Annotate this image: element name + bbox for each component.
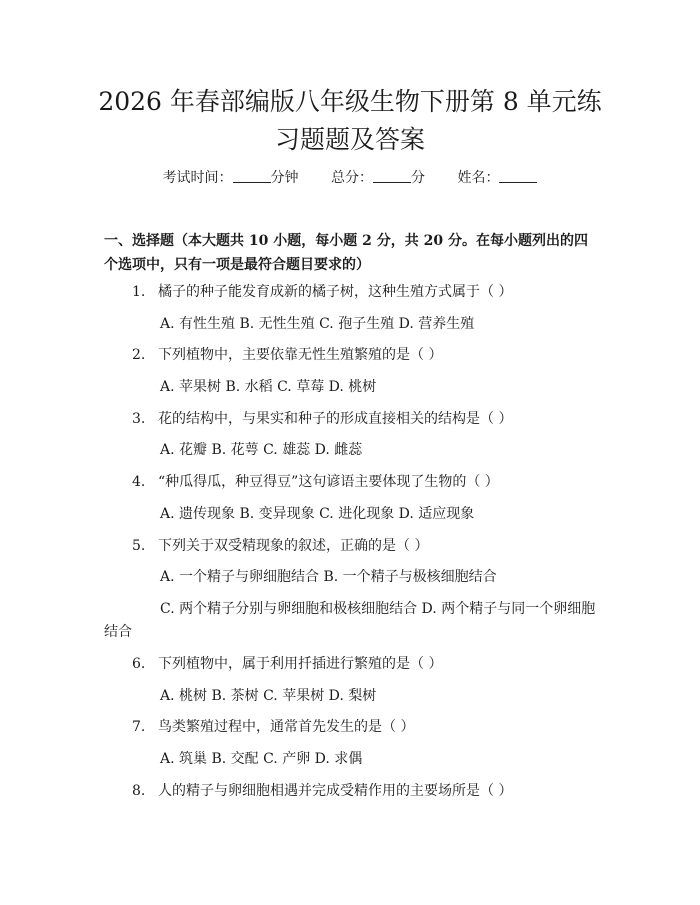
question-2 [132,345,442,365]
question-text: 人的精子与卵细胞相遇并完成受精作用的主要场所是（ ） [158,783,513,799]
question-text: 下列植物中，主要依靠无性生殖繁殖的是（ ） [158,347,443,363]
question-4 [132,472,499,492]
question-text: 橘子的种子能发育成新的橘子树，这种生殖方式属于（ ） [158,284,513,300]
question-3 [132,409,512,429]
question-4-options: A. 遗传现象 B. 变异现象 C. 进化现象 D. 适应现象 [160,506,475,522]
question-8 [132,781,512,801]
score-field [331,170,425,186]
score-unit: 分 [411,170,425,186]
question-number: 5. [132,538,146,554]
page-title-line-2: 习题题及答案 [274,125,425,154]
question-text: 下列植物中，属于利用扦插进行繁殖的是（ ） [158,656,443,672]
question-2-options: A. 苹果树 B. 水稻 C. 草莓 D. 桃树 [160,379,377,395]
question-number: 3. [132,411,146,427]
question-3-options: A. 花瓣 B. 花萼 C. 雄蕊 D. 雌蕊 [160,442,363,458]
question-1-options: A. 有性生殖 B. 无性生殖 C. 孢子生殖 D. 营养生殖 [160,316,475,332]
question-text: 下列关于双受精现象的叙述，正确的是（ ） [158,538,429,554]
time-blank [233,168,271,183]
question-number: 4. [132,474,146,490]
question-7 [132,717,414,737]
question-number: 6. [132,656,146,672]
question-5 [132,536,428,556]
time-field [163,170,299,186]
question-number: 7. [132,719,146,735]
question-number: 8. [132,783,146,799]
question-7-options: A. 筑巢 B. 交配 C. 产卵 D. 求偶 [160,751,363,767]
time-unit: 分钟 [270,170,299,186]
name-field [457,170,537,186]
section-heading: 一、选择题（本大题共 10 小题，每小题 2 分，共 20 分。在每小题列出的四个选项中，只有一项是最符合题目要求的） [104,233,588,273]
question-5-options: A. 一个精子与卵细胞结合 B. 一个精子与极核细胞结合 [160,569,497,585]
name-blank [499,168,537,183]
question-text: “种瓜得瓜，种豆得豆”这句谚语主要体现了生物的（ ） [158,474,499,490]
question-text: 鸟类繁殖过程中，通常首先发生的是（ ） [158,719,415,735]
question-1 [132,282,512,302]
page-title-line-1: 2026 年春部编版八年级生物下册第 8 单元练 [98,87,602,116]
question-number: 1. [132,284,146,300]
score-blank [373,168,411,183]
name-label: 姓名： [457,170,500,186]
score-label: 总分： [331,170,373,186]
question-5-options-continued: C. 两个精子分别与卵细胞和极核细胞结合 D. 两个精子与同一个卵细胞 [160,601,596,617]
question-number: 2. [132,347,146,363]
question-text: 花的结构中，与果实和种子的形成直接相关的结构是（ ） [158,411,513,427]
question-5-options-wrap: 结合 [104,624,132,640]
question-6-options: A. 桃树 B. 茶树 C. 苹果树 D. 梨树 [160,688,377,704]
exam-meta [0,168,700,188]
question-6 [132,654,442,674]
time-label: 考试时间： [162,170,233,186]
